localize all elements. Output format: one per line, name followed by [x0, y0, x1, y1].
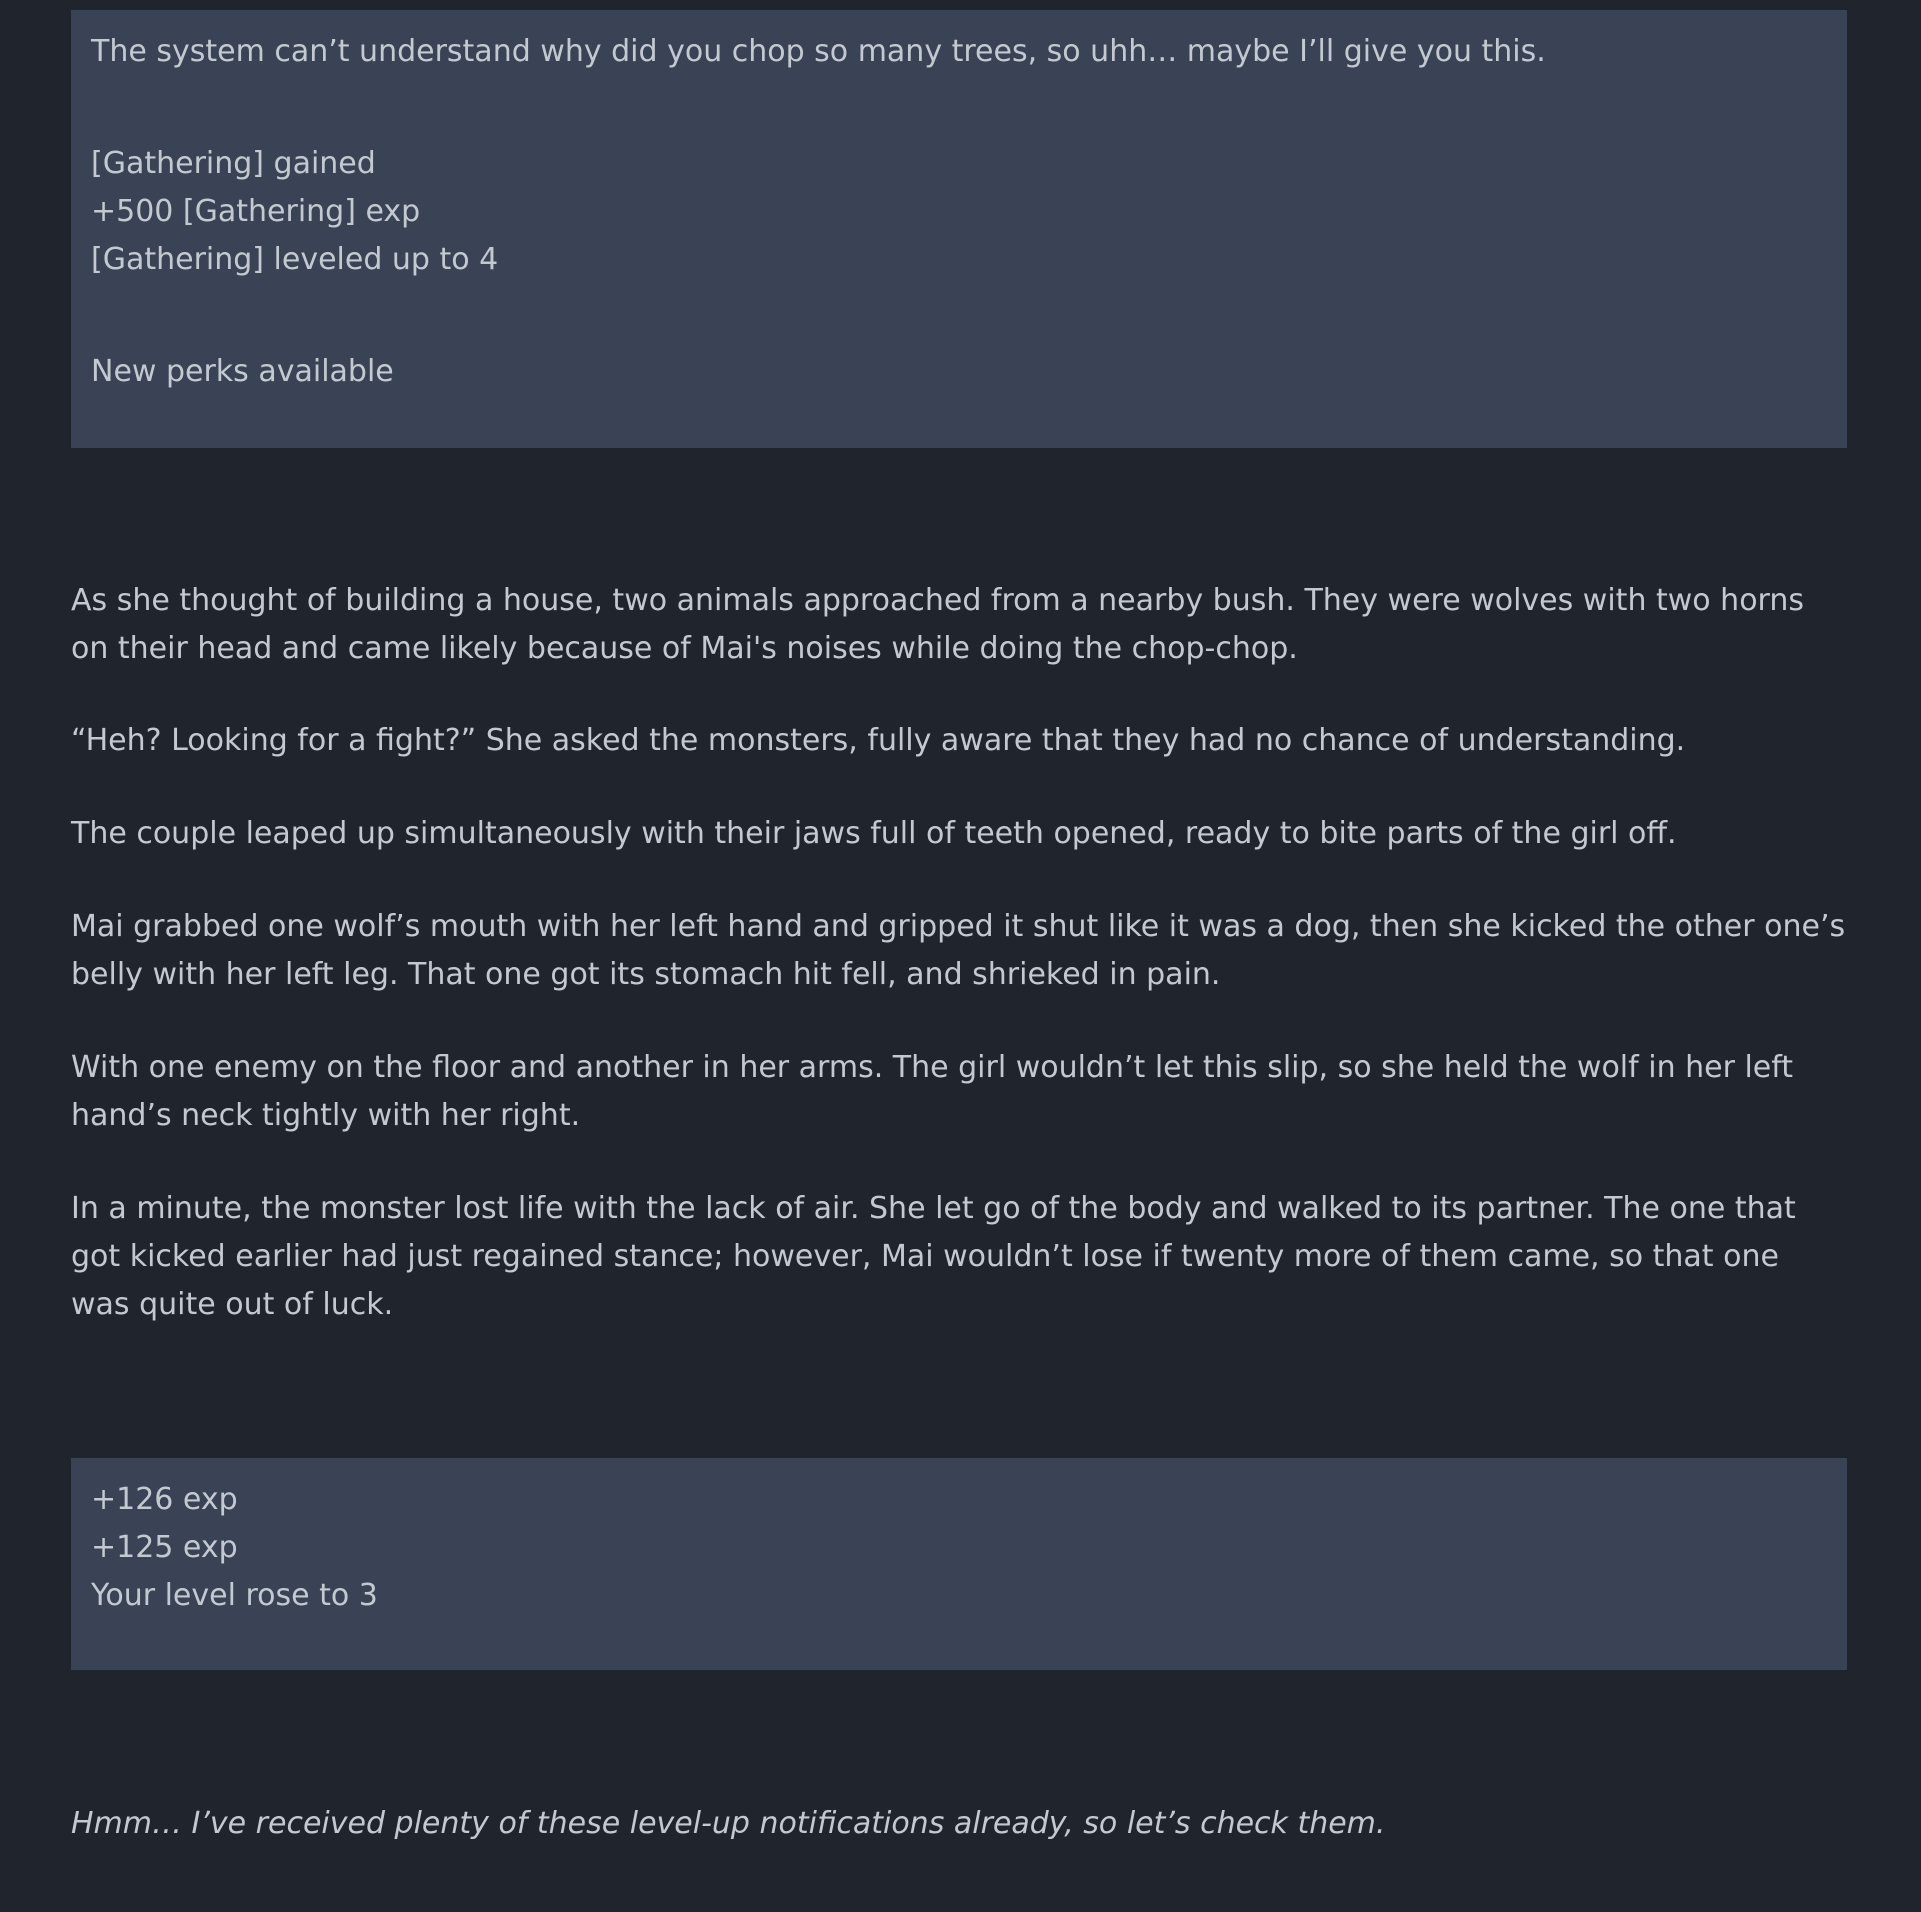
story-paragraph: Mai grabbed one wolf’s mouth with her left hand and gripped it shut like it was a dog, then she kicked the other one’s belly with her left leg. That one got its stomach hit fell, and shrieked in pain.: [71, 909, 1846, 992]
story-paragraph: As she thought of building a house, two animals approached from a nearby bush. They were wolves with two horns on their head and came likely because of Mai's noises while doing the chop-chop.: [71, 583, 1804, 666]
inner-thought: Hmm… I’ve received plenty of these level-up notifications already, so let’s check them.: [71, 1806, 1386, 1841]
system-message: [Gathering] gained: [91, 146, 376, 181]
system-message: New perks available: [91, 354, 394, 389]
story-paragraph: “Heh? Looking for a fight?” She asked the monsters, fully aware that they had no chance of understanding.: [71, 723, 1686, 758]
system-message: Your level rose to 3: [91, 1578, 378, 1613]
story-paragraph: With one enemy on the floor and another in her arms. The girl wouldn’t let this slip, so she held the wolf in her left hand’s neck tightly with her right.: [71, 1050, 1794, 1133]
system-message: [Gathering] leveled up to 4: [91, 242, 499, 277]
system-message: The system can’t understand why did you chop so many trees, so uhh… maybe I’ll give you this.: [91, 34, 1546, 69]
system-message: +126 exp: [91, 1482, 238, 1517]
system-message: +500 [Gathering] exp: [91, 194, 421, 229]
system-notification-box: [71, 10, 1847, 448]
system-message: +125 exp: [91, 1530, 238, 1565]
chapter-content: [71, 10, 1847, 1848]
story-paragraph: The couple leaped up simultaneously with their jaws full of teeth opened, ready to bite parts of the girl off.: [71, 816, 1677, 851]
story-paragraph: In a minute, the monster lost life with the lack of air. She let go of the body and walked to its partner. The one that got kicked earlier had just regained stance; however, Mai wouldn’t lose if twenty more of them came, so that one was quite out of luck.: [71, 1191, 1796, 1322]
system-notification-box: [71, 1458, 1847, 1670]
